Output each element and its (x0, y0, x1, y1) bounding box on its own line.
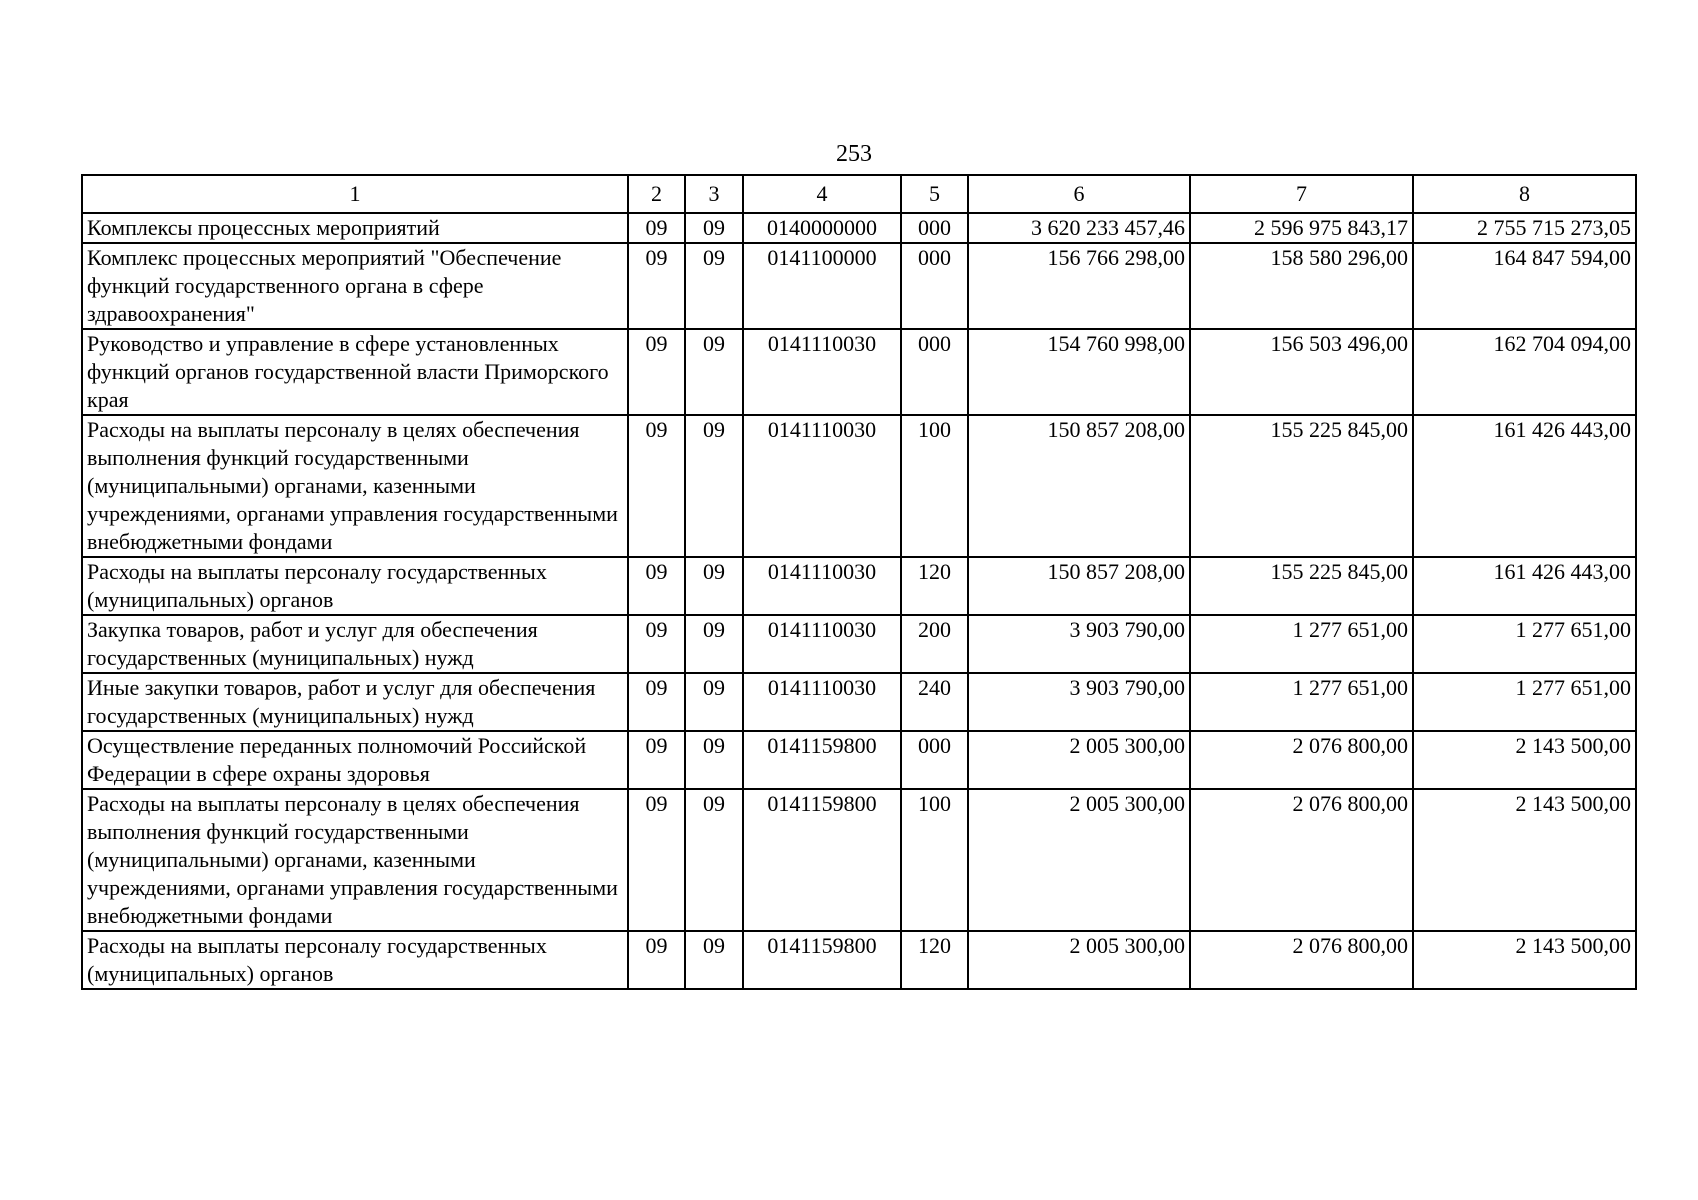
row-code-4: 0141159800 (743, 789, 901, 931)
row-code-5: 240 (901, 673, 968, 731)
row-amount-8: 1 277 651,00 (1413, 615, 1636, 673)
column-header: 7 (1190, 175, 1413, 213)
row-code-2: 09 (628, 731, 685, 789)
row-name: Расходы на выплаты персоналу государственных (муниципальных) органов (82, 557, 628, 615)
row-name: Расходы на выплаты персоналу в целях обеспечения выполнения функций государственными (муниципальными) органами, казенными учреждениями, органами управления государственными внебюджетными фондами (82, 789, 628, 931)
row-code-3: 09 (685, 931, 743, 989)
budget-table (81, 174, 1637, 990)
row-code-3: 09 (685, 243, 743, 329)
row-amount-8: 164 847 594,00 (1413, 243, 1636, 329)
row-amount-7: 155 225 845,00 (1190, 415, 1413, 557)
row-amount-7: 1 277 651,00 (1190, 673, 1413, 731)
row-code-3: 09 (685, 557, 743, 615)
row-code-4: 0141159800 (743, 931, 901, 989)
row-code-4: 0140000000 (743, 213, 901, 243)
table-row (82, 731, 1636, 789)
row-code-4: 0141110030 (743, 615, 901, 673)
table-row (82, 243, 1636, 329)
row-code-2: 09 (628, 673, 685, 731)
row-amount-6: 154 760 998,00 (968, 329, 1190, 415)
row-amount-6: 150 857 208,00 (968, 415, 1190, 557)
row-amount-7: 2 596 975 843,17 (1190, 213, 1413, 243)
row-amount-6: 3 903 790,00 (968, 673, 1190, 731)
column-header: 1 (82, 175, 628, 213)
row-amount-8: 2 143 500,00 (1413, 731, 1636, 789)
row-amount-7: 2 076 800,00 (1190, 789, 1413, 931)
row-amount-7: 156 503 496,00 (1190, 329, 1413, 415)
row-code-5: 000 (901, 213, 968, 243)
row-code-4: 0141159800 (743, 731, 901, 789)
row-code-2: 09 (628, 615, 685, 673)
row-amount-8: 161 426 443,00 (1413, 557, 1636, 615)
row-amount-8: 1 277 651,00 (1413, 673, 1636, 731)
row-code-5: 000 (901, 731, 968, 789)
column-header: 4 (743, 175, 901, 213)
row-amount-6: 2 005 300,00 (968, 731, 1190, 789)
column-header: 8 (1413, 175, 1636, 213)
row-amount-7: 1 277 651,00 (1190, 615, 1413, 673)
table-row (82, 557, 1636, 615)
column-header: 2 (628, 175, 685, 213)
row-amount-8: 2 143 500,00 (1413, 789, 1636, 931)
row-code-5: 120 (901, 557, 968, 615)
table-row (82, 329, 1636, 415)
table-row (82, 615, 1636, 673)
column-header: 5 (901, 175, 968, 213)
row-name: Осуществление переданных полномочий Российской Федерации в сфере охраны здоровья (82, 731, 628, 789)
row-amount-7: 155 225 845,00 (1190, 557, 1413, 615)
row-code-2: 09 (628, 329, 685, 415)
row-name: Расходы на выплаты персоналу государственных (муниципальных) органов (82, 931, 628, 989)
row-code-3: 09 (685, 329, 743, 415)
row-code-2: 09 (628, 243, 685, 329)
table-row (82, 213, 1636, 243)
row-code-4: 0141100000 (743, 243, 901, 329)
row-code-3: 09 (685, 213, 743, 243)
header-row (82, 175, 1636, 213)
row-code-2: 09 (628, 213, 685, 243)
row-code-5: 100 (901, 789, 968, 931)
row-code-3: 09 (685, 673, 743, 731)
row-amount-6: 2 005 300,00 (968, 931, 1190, 989)
row-code-5: 000 (901, 329, 968, 415)
page-number: 253 (836, 141, 872, 167)
row-amount-6: 156 766 298,00 (968, 243, 1190, 329)
row-code-2: 09 (628, 557, 685, 615)
row-name: Расходы на выплаты персоналу в целях обеспечения выполнения функций государственными (муниципальными) органами, казенными учреждениями, органами управления государственными внебюджетными фондами (82, 415, 628, 557)
row-code-5: 000 (901, 243, 968, 329)
row-name: Комплексы процессных мероприятий (82, 213, 628, 243)
row-code-4: 0141110030 (743, 673, 901, 731)
row-amount-8: 2 755 715 273,05 (1413, 213, 1636, 243)
row-name: Руководство и управление в сфере установленных функций органов государственной власти Приморского края (82, 329, 628, 415)
row-code-2: 09 (628, 931, 685, 989)
row-amount-6: 3 903 790,00 (968, 615, 1190, 673)
row-name: Иные закупки товаров, работ и услуг для обеспечения государственных (муниципальных) нужд (82, 673, 628, 731)
row-code-3: 09 (685, 789, 743, 931)
row-code-2: 09 (628, 789, 685, 931)
row-code-3: 09 (685, 415, 743, 557)
row-name: Закупка товаров, работ и услуг для обеспечения государственных (муниципальных) нужд (82, 615, 628, 673)
table-row (82, 931, 1636, 989)
row-code-3: 09 (685, 731, 743, 789)
row-amount-7: 2 076 800,00 (1190, 731, 1413, 789)
row-code-5: 100 (901, 415, 968, 557)
row-code-5: 200 (901, 615, 968, 673)
row-code-2: 09 (628, 415, 685, 557)
row-amount-8: 2 143 500,00 (1413, 931, 1636, 989)
row-amount-8: 161 426 443,00 (1413, 415, 1636, 557)
row-code-4: 0141110030 (743, 415, 901, 557)
row-amount-7: 2 076 800,00 (1190, 931, 1413, 989)
row-amount-6: 2 005 300,00 (968, 789, 1190, 931)
row-code-4: 0141110030 (743, 329, 901, 415)
table-row (82, 789, 1636, 931)
column-header: 6 (968, 175, 1190, 213)
table-row (82, 415, 1636, 557)
column-header: 3 (685, 175, 743, 213)
row-name: Комплекс процессных мероприятий "Обеспечение функций государственного органа в сфере здравоохранения" (82, 243, 628, 329)
row-code-5: 120 (901, 931, 968, 989)
row-amount-6: 150 857 208,00 (968, 557, 1190, 615)
row-code-4: 0141110030 (743, 557, 901, 615)
row-amount-7: 158 580 296,00 (1190, 243, 1413, 329)
row-code-3: 09 (685, 615, 743, 673)
table-row (82, 673, 1636, 731)
row-amount-8: 162 704 094,00 (1413, 329, 1636, 415)
row-amount-6: 3 620 233 457,46 (968, 213, 1190, 243)
